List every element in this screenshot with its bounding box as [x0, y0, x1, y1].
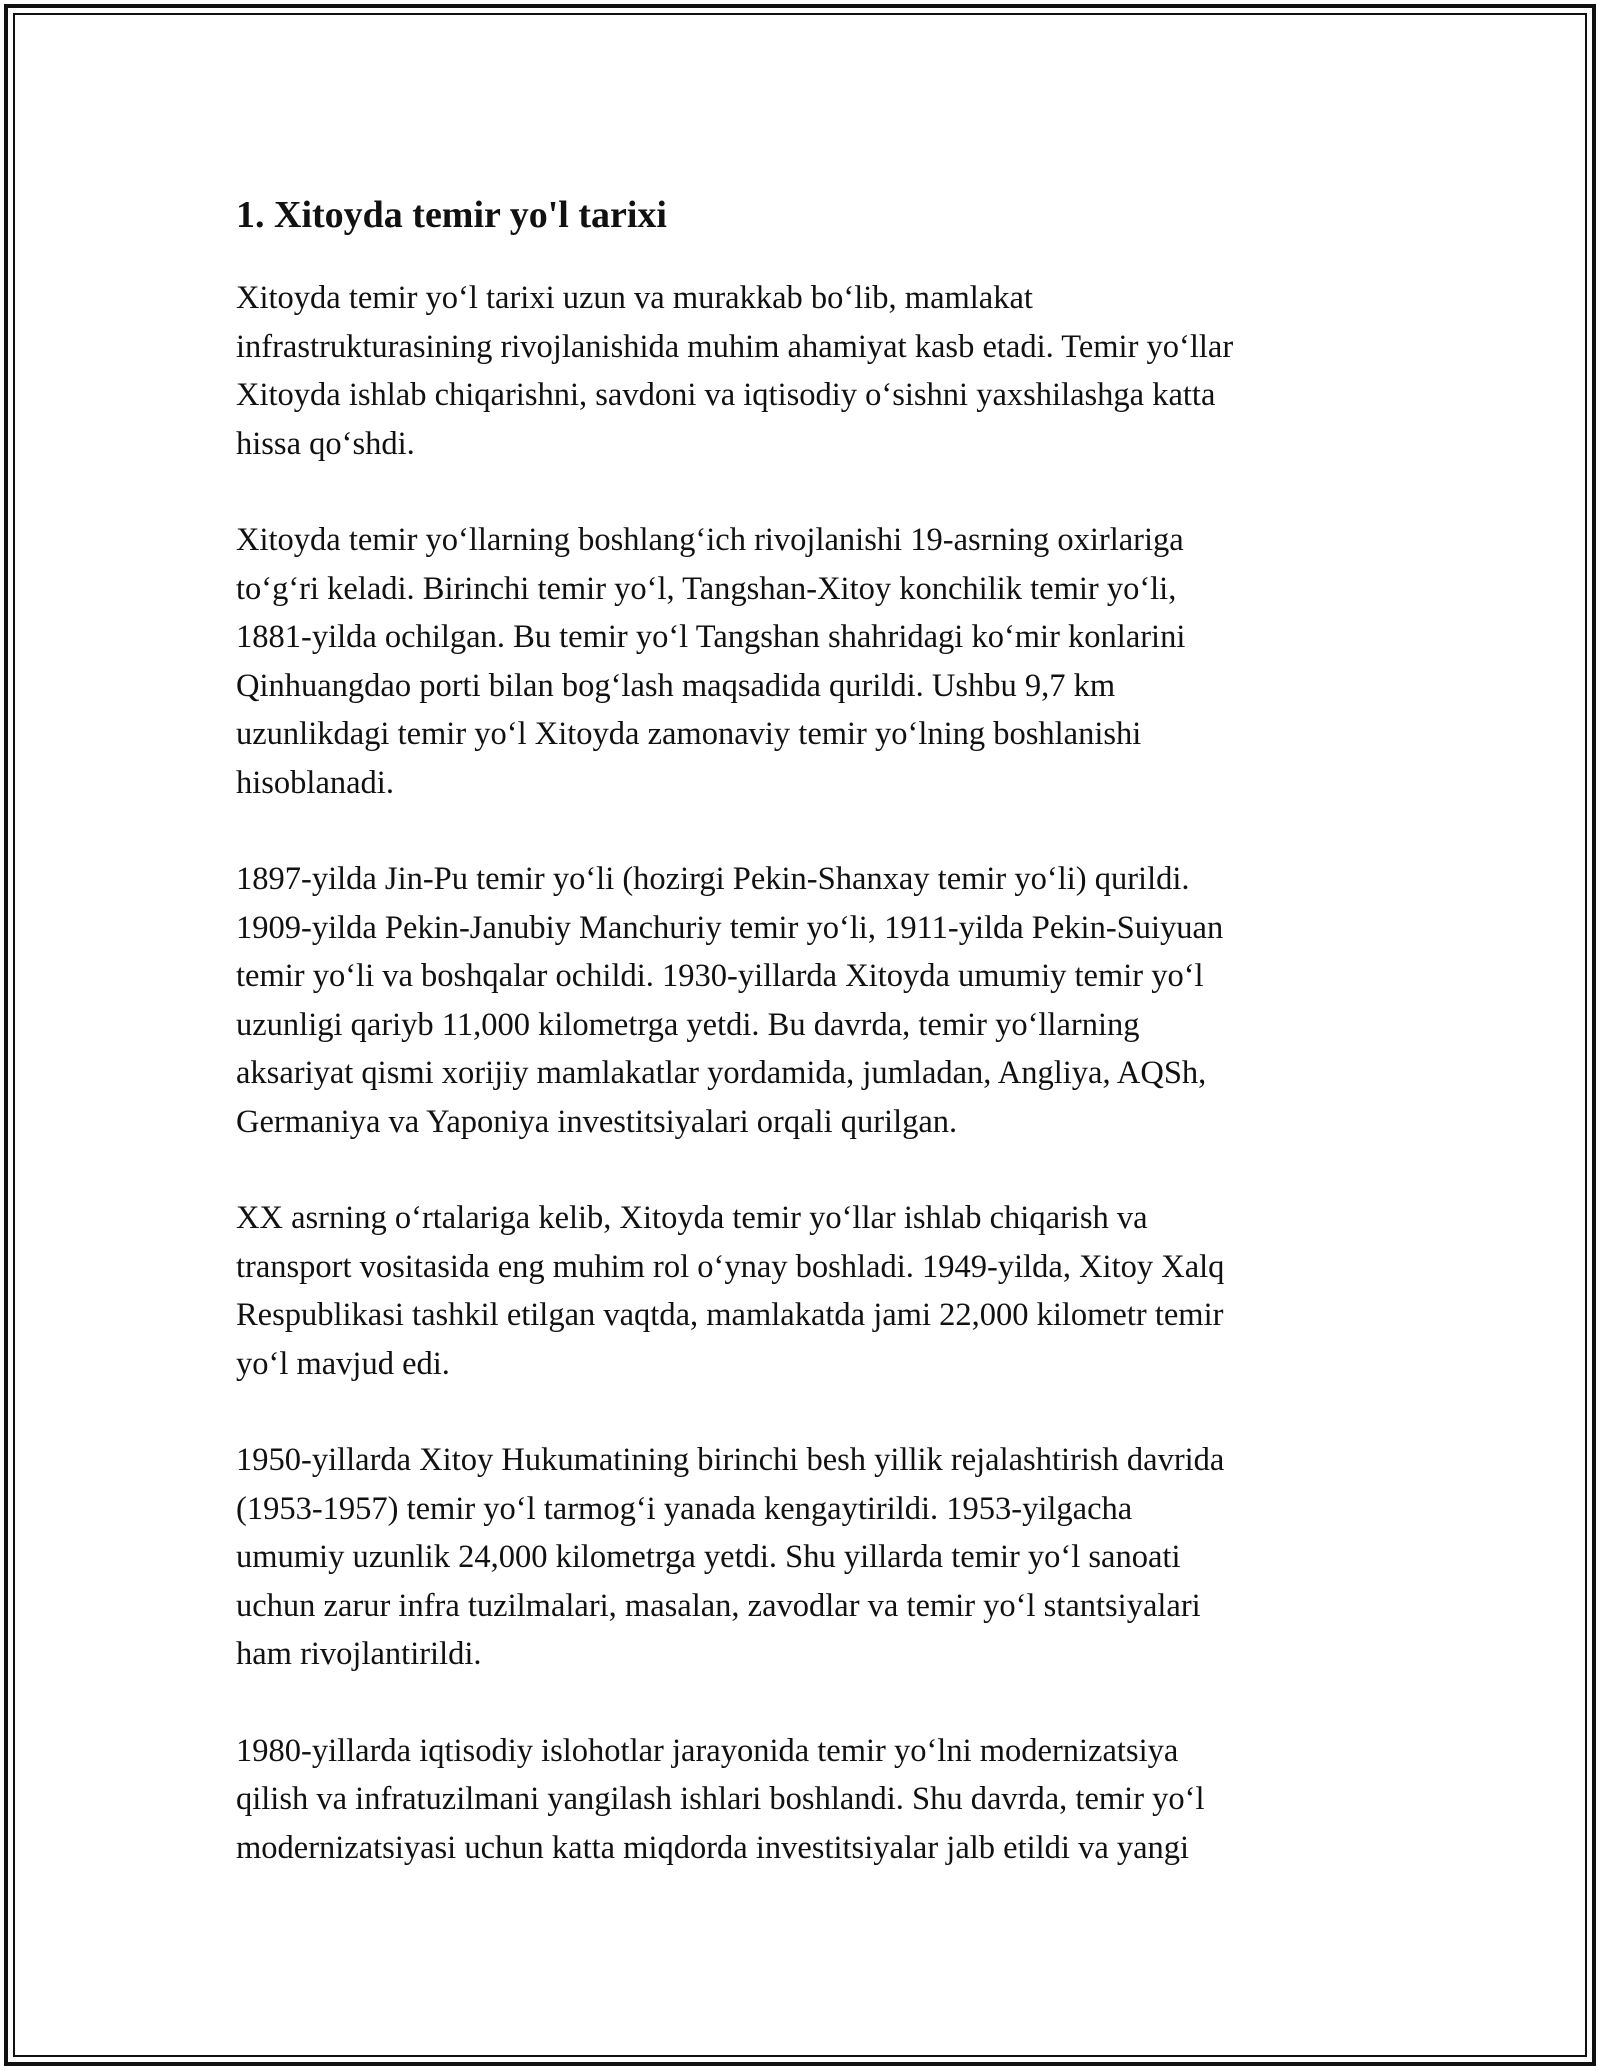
text-line: uzunlikdagi temir yo‘l Xitoyda zamonaviy temir yo‘lning boshlanishi: [236, 716, 1142, 752]
text-line: umumiy uzunlik 24,000 kilometrga yetdi. Shu yillarda temir yo‘l sanoati: [236, 1539, 1181, 1575]
text-line: hissa qo‘shdi.: [236, 425, 415, 462]
text-line: Respublikasi tashkil etilgan vaqtda, mamlakatda jami 22,000 kilometr temir: [236, 1297, 1224, 1333]
text-line: ham rivojlantirildi.: [236, 1636, 482, 1672]
document-body: [236, 186, 1396, 1920]
text-line: aksariyat qismi xorijiy mamlakatlar yordamida, jumladan, Angliya, AQSh,: [236, 1055, 1207, 1091]
text-line: uzunligi qariyb 11,000 kilometrga yetdi. Bu davrda, temir yo‘llarning: [236, 1006, 1140, 1043]
text-line: Xitoyda ishlab chiqarishni, savdoni va iqtisodiy o‘sishni yaxshilashga katta: [236, 377, 1216, 413]
paragraph-3: [236, 855, 1396, 1146]
paragraph-5: [236, 1436, 1396, 1679]
text-line: (1953-1957) temir yo‘l tarmog‘i yanada kengaytirildi. 1953-yilgacha: [236, 1490, 1133, 1527]
text-line: to‘g‘ri keladi. Birinchi temir yo‘l, Tangshan-Xitoy konchilik temir yo‘li,: [236, 570, 1177, 607]
section-heading: 1. Xitoyda temir yo'l tarixi: [236, 194, 667, 236]
paragraph-4: [236, 1194, 1396, 1388]
text-line: transport vositasida eng muhim rol o‘ynay boshladi. 1949-yilda, Xitoy Xalq: [236, 1248, 1225, 1285]
text-line: yo‘l mavjud edi.: [236, 1345, 450, 1382]
text-line: Germaniya va Yaponiya investitsiyalari orqali qurilgan.: [236, 1103, 958, 1140]
text-line: 1881-yilda ochilgan. Bu temir yo‘l Tangshan shahridagi ko‘mir konlarini: [236, 619, 1186, 655]
text-line: hisoblanadi.: [236, 764, 394, 801]
paragraph-1: [236, 274, 1396, 468]
text-line: XX asrning o‘rtalariga kelib, Xitoyda temir yo‘llar ishlab chiqarish va: [236, 1200, 1148, 1236]
text-line: 1950-yillarda Xitoy Hukumatining birinchi besh yillik rejalashtirish davrida: [236, 1442, 1225, 1478]
text-line: 1897-yilda Jin-Pu temir yo‘li (hozirgi Pekin-Shanxay temir yo‘li) qurildi.: [236, 861, 1190, 897]
text-line: modernizatsiyasi uchun katta miqdorda investitsiyalar jalb etildi va yangi: [236, 1829, 1190, 1866]
text-line: infrastrukturasining rivojlanishida muhim ahamiyat kasb etadi. Temir yo‘llar: [236, 328, 1234, 365]
text-line: Xitoyda temir yo‘llarning boshlang‘ich rivojlanishi 19-asrning oxirlariga: [236, 522, 1184, 558]
text-line: Xitoyda temir yo‘l tarixi uzun va murakkab bo‘lib, mamlakat: [236, 280, 1033, 316]
text-line: 1909-yilda Pekin-Janubiy Manchuriy temir yo‘li, 1911-yilda Pekin-Suiyuan: [236, 909, 1224, 946]
paragraph-2: [236, 516, 1396, 807]
text-line: uchun zarur infra tuzilmalari, masalan, zavodlar va temir yo‘l stantsiyalari: [236, 1587, 1201, 1624]
text-line: temir yo‘li va boshqalar ochildi. 1930-yillarda Xitoyda umumiy temir yo‘l: [236, 958, 1204, 994]
text-line: 1980-yillarda iqtisodiy islohotlar jarayonida temir yo‘lni modernizatsiya: [236, 1732, 1179, 1769]
paragraph-6: [236, 1727, 1396, 1873]
text-line: Qinhuangdao porti bilan bog‘lash maqsadida qurildi. Ushbu 9,7 km: [236, 667, 1116, 704]
text-line: qilish va infratuzilmani yangilash ishlari boshlandi. Shu davrda, temir yo‘l: [236, 1781, 1205, 1817]
